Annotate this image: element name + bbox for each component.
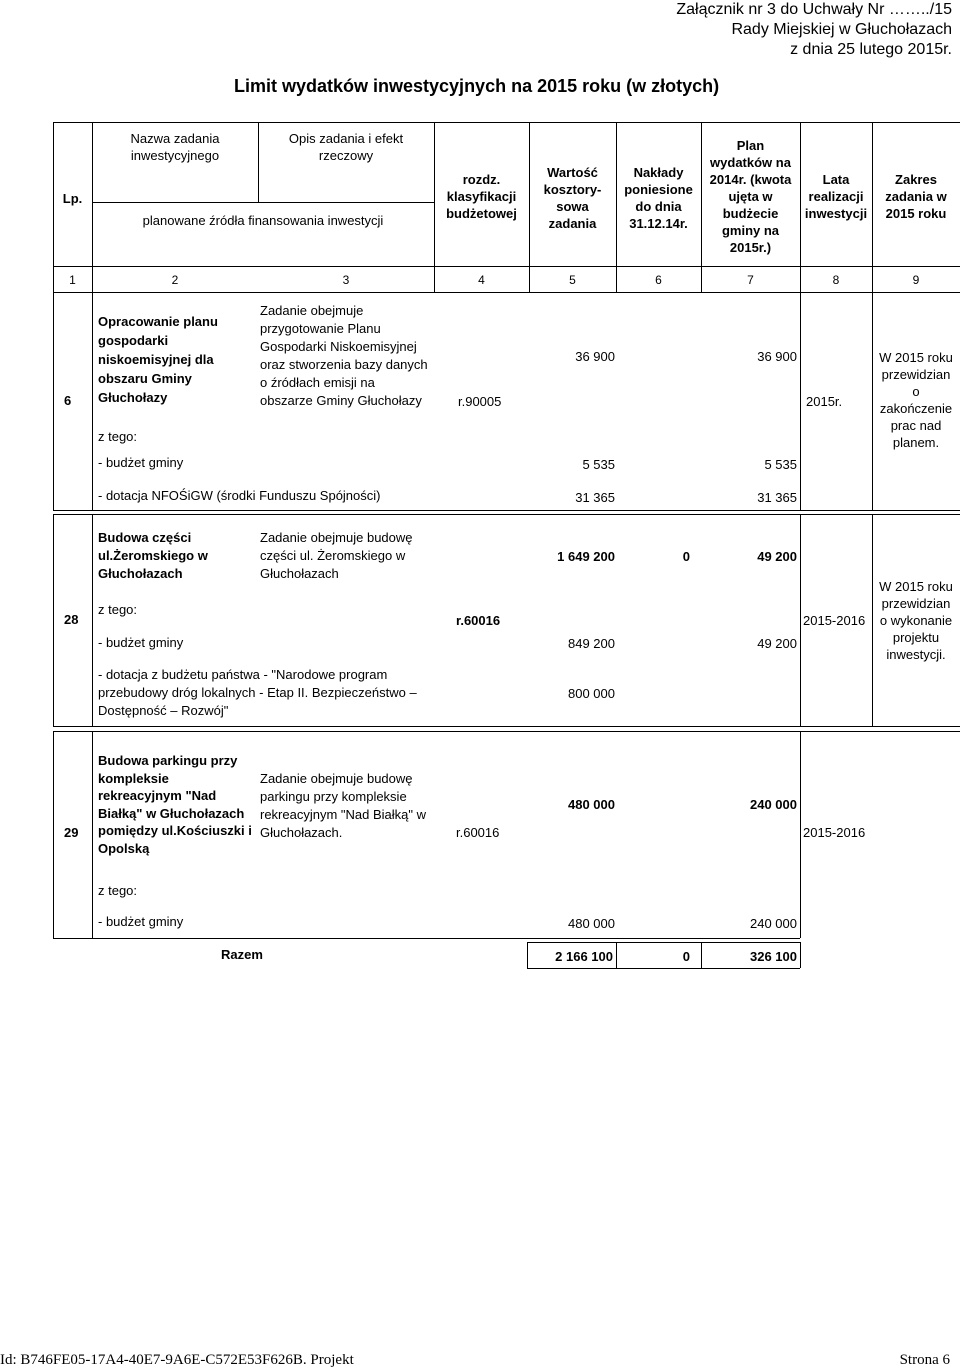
header-classification: rozdz. klasyfikacji budżetowej bbox=[446, 172, 517, 221]
header-scope: Zakres zadania w 2015 roku bbox=[885, 172, 947, 221]
attachment-line-2: Rady Miejskiej w Głuchołazach bbox=[731, 21, 952, 38]
municipal-budget-plan: 240 000 bbox=[750, 916, 797, 931]
header-description: Opis zadania i efekt rzeczowy bbox=[288, 131, 404, 163]
total-planned-expenditure: 326 100 bbox=[750, 949, 797, 964]
municipal-budget-label: - budżet gminy bbox=[98, 914, 184, 929]
header-costs-incurred: Nakłady poniesione do dnia 31.12.14r. bbox=[624, 165, 693, 231]
planned-expenditure: 49 200 bbox=[757, 549, 797, 564]
page-number: Strona 6 bbox=[899, 1352, 950, 1368]
municipal-budget-value: 5 535 bbox=[582, 457, 615, 472]
task-name: Opracowanie planu gospodarki niskoemisyjnej dla obszaru Gminy Głuchołazy bbox=[98, 314, 218, 405]
grant-label: - dotacja NFOŚiGW (środki Funduszu Spójności) bbox=[98, 488, 381, 503]
years-of-realization: 2015-2016 bbox=[803, 613, 866, 628]
column-number-2: 2 bbox=[171, 273, 179, 287]
column-number-1: 1 bbox=[69, 273, 76, 287]
task-name: Budowa parkingu przy kompleksie rekreacyjnym "Nad Białką" w Głuchołazach pomiędzy ul.Kościuszki i Opolską bbox=[98, 753, 252, 856]
municipal-budget-label: - budżet gminy bbox=[98, 455, 184, 470]
attachment-line-1: Załącznik nr 3 do Uchwały Nr ……../15 bbox=[676, 1, 952, 18]
municipal-budget-plan: 5 535 bbox=[764, 457, 797, 472]
scope-2015: W 2015 roku przewidzian o wykonanie projektu inwestycji. bbox=[879, 579, 953, 662]
row-number: 28 bbox=[64, 612, 79, 627]
document-id: Id: B746FE05-17A4-40E7-9A6E-C572E53F626B. Projekt bbox=[0, 1352, 354, 1368]
column-number-3: 3 bbox=[342, 273, 350, 287]
planned-expenditure: 240 000 bbox=[750, 797, 797, 812]
estimated-value: 36 900 bbox=[575, 349, 615, 364]
scope-2015: W 2015 roku przewidzian o zakończenie prac nad planem. bbox=[879, 350, 953, 450]
page-title: Limit wydatków inwestycyjnych na 2015 roku (w złotych) bbox=[234, 76, 720, 96]
task-description: Zadanie obejmuje budowę części ul. Żeromskiego w Głuchołazach bbox=[260, 530, 413, 581]
municipal-budget-value: 849 200 bbox=[568, 636, 615, 651]
of-which-label: z tego: bbox=[98, 429, 138, 444]
of-which-label: z tego: bbox=[98, 602, 138, 617]
years-of-realization: 2015-2016 bbox=[803, 825, 866, 840]
total-estimated-value: 2 166 100 bbox=[555, 949, 613, 964]
column-number-5: 5 bbox=[569, 273, 576, 287]
classification-code: r.60016 bbox=[456, 825, 500, 840]
header-estimated-value: Wartość kosztory- sowa zadania bbox=[543, 165, 602, 231]
column-number-8: 8 bbox=[832, 273, 840, 287]
municipal-budget-plan: 49 200 bbox=[757, 636, 797, 651]
column-number-4: 4 bbox=[478, 273, 485, 287]
total-costs-incurred: 0 bbox=[682, 949, 690, 964]
column-number-7: 7 bbox=[747, 273, 754, 287]
header-name: Nazwa zadania inwestycyjnego bbox=[130, 131, 220, 163]
costs-incurred: 0 bbox=[682, 549, 690, 564]
classification-code: r.90005 bbox=[458, 394, 502, 409]
grant-value: 31 365 bbox=[575, 490, 615, 505]
years-of-realization: 2015r. bbox=[806, 394, 843, 409]
grant-value: 800 000 bbox=[568, 686, 615, 701]
task-description: Zadanie obejmuje przygotowanie Planu Gospodarki Niskoemisyjnej oraz stworzenia bazy danych o źródłach emisji na obszarze Gminy Głuchołazy bbox=[260, 303, 428, 408]
row-number: 29 bbox=[64, 825, 79, 840]
row-number: 6 bbox=[64, 393, 72, 408]
grant-label: - dotacja z budżetu państwa - "Narodowe program przebudowy dróg lokalnych - Etap II. Bezpieczeństwo – Dostępność – Rozwój" bbox=[98, 667, 417, 718]
header-years: Lata realizacji inwestycji bbox=[804, 172, 868, 221]
municipal-budget-label: - budżet gminy bbox=[98, 635, 184, 650]
planned-expenditure: 36 900 bbox=[757, 349, 797, 364]
column-number-6: 6 bbox=[655, 273, 662, 287]
column-number-9: 9 bbox=[912, 273, 920, 287]
grant-plan: 31 365 bbox=[757, 490, 797, 505]
header-planned-expenditure: Plan wydatków na 2014r. (kwota ujęta w budżecie gminy na 2015r.) bbox=[709, 138, 792, 255]
estimated-value: 1 649 200 bbox=[557, 549, 615, 564]
attachment-header bbox=[676, 0, 952, 60]
of-which-label: z tego: bbox=[98, 883, 138, 898]
task-name: Budowa części ul.Żeromskiego w Głuchołazach bbox=[98, 530, 208, 581]
attachment-line-3: z dnia 25 lutego 2015r. bbox=[790, 41, 952, 58]
task-description: Zadanie obejmuje budowę parkingu przy kompleksie rekreacyjnym "Nad Białką" w Głuchołazach. bbox=[260, 771, 427, 840]
total-label: Razem bbox=[221, 947, 263, 962]
estimated-value: 480 000 bbox=[568, 797, 615, 812]
header-lp: Lp. bbox=[62, 191, 83, 206]
header-funding-sources: planowane źródła finansowania inwestycji bbox=[142, 213, 384, 228]
municipal-budget-value: 480 000 bbox=[568, 916, 615, 931]
classification-code: r.60016 bbox=[456, 613, 501, 628]
